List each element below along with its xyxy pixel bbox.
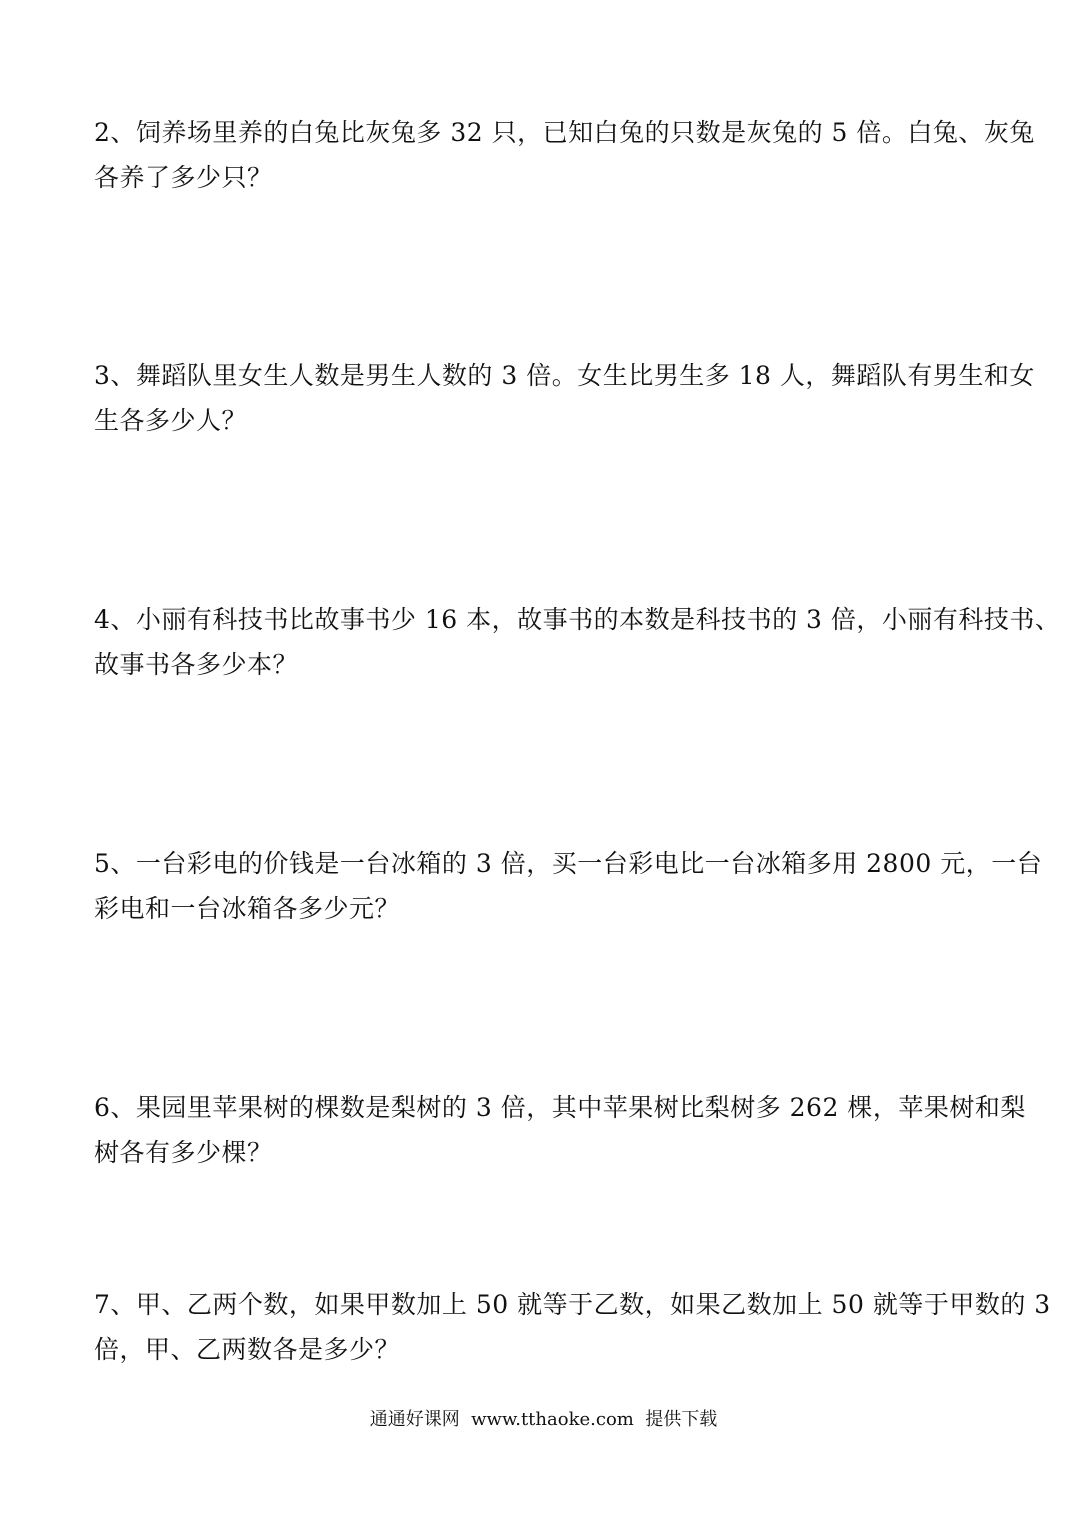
problem-5 [94, 841, 1043, 931]
problem-7-line-2: 倍，甲、乙两数各是多少？ [94, 1335, 401, 1364]
problem-6 [94, 1085, 1026, 1175]
problem-6-line-2: 树各有多少棵？ [94, 1138, 273, 1167]
problem-2 [94, 110, 1035, 200]
problem-3-line-1: 3、舞蹈队里女生人数是男生人数的 3 倍。女生比男生多 18 人，舞蹈队有男生和女 [94, 361, 1035, 390]
problem-4-line-1: 4、小丽有科技书比故事书少 16 本，故事书的本数是科技书的 3 倍，小丽有科技书、 [94, 605, 1061, 634]
problem-3-line-2: 生各多少人？ [94, 406, 248, 435]
problem-5-line-1: 5、一台彩电的价钱是一台冰箱的 3 倍，买一台彩电比一台冰箱多用 2800 元，一台 [94, 849, 1043, 878]
page-footer: 通通好课网 www.tthaoke.com 提供下载 [369, 1409, 718, 1430]
problem-2-line-1: 2、饲养场里养的白兔比灰兔多 32 只，已知白兔的只数是灰兔的 5 倍。白兔、灰兔 [94, 118, 1035, 147]
problem-5-line-2: 彩电和一台冰箱各多少元？ [94, 894, 401, 923]
problem-3 [94, 353, 1035, 443]
problem-4-line-2: 故事书各多少本？ [94, 650, 299, 679]
problem-7 [94, 1282, 1051, 1372]
problem-7-line-1: 7、甲、乙两个数，如果甲数加上 50 就等于乙数，如果乙数加上 50 就等于甲数的 3 [94, 1290, 1051, 1319]
problem-6-line-1: 6、果园里苹果树的棵数是梨树的 3 倍，其中苹果树比梨树多 262 棵，苹果树和梨 [94, 1093, 1026, 1122]
problem-4 [94, 597, 1061, 687]
problem-2-line-2: 各养了多少只？ [94, 163, 273, 192]
